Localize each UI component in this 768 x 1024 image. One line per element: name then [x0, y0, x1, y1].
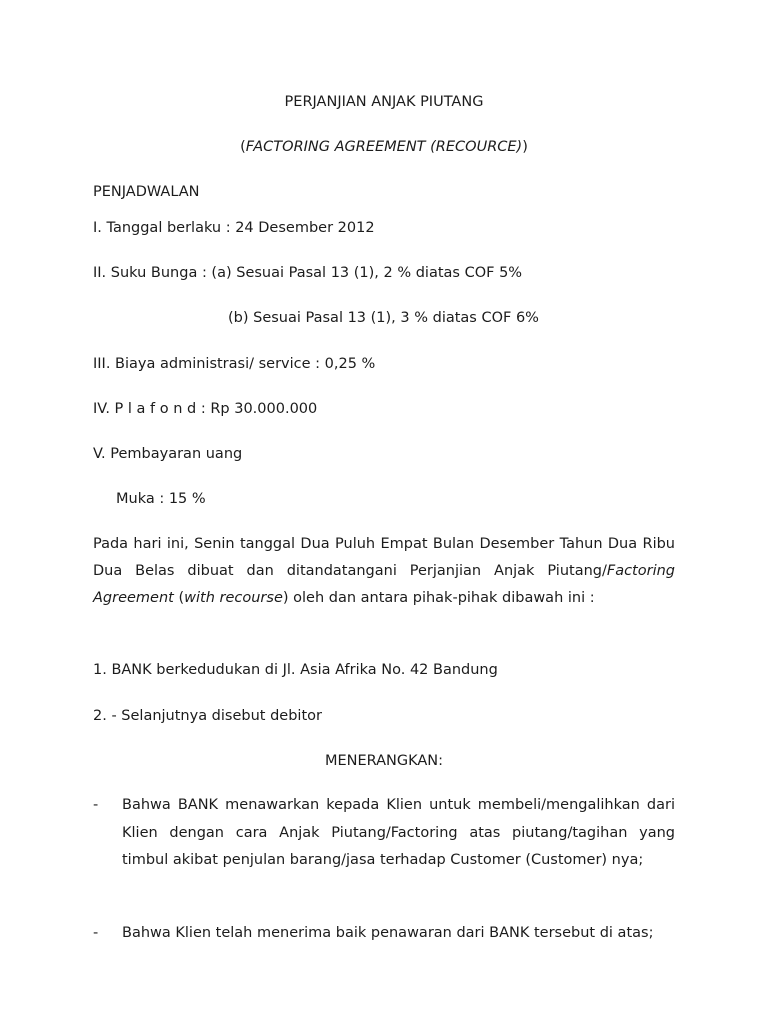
party-1: 1. BANK berkedudukan di Jl. Asia Afrika No. 42 Bandung — [93, 662, 498, 678]
document-subtitle — [0, 137, 768, 157]
menerangkan-heading: MENERANGKAN: — [324, 753, 444, 769]
intro-italic1: Factoring Agreement — [93, 563, 675, 606]
schedule-muka: Muka : 15 % — [116, 491, 206, 507]
intro-italic2: with recourse — [184, 590, 283, 606]
clause-1-dash: - — [93, 797, 99, 813]
document-title: PERJANJIAN ANJAK PIUTANG — [284, 94, 484, 110]
subtitle-close-paren: ) — [522, 139, 528, 155]
schedule-plafond: IV. P l a f o n d : Rp 30.000.000 — [93, 401, 318, 417]
subtitle-italic: FACTORING AGREEMENT (RECOURCE) — [245, 139, 523, 155]
intro-paragraph — [93, 531, 675, 612]
clause-1-text: Bahwa BANK menawarkan kepada Klien untuk membeli/mengalihkan dari Klien dengan cara Anjak Piutang/Factoring atas piutang/tagihan yang timbul akibat penjulan barang/jasa terhadap Customer (Customer) nya; — [122, 797, 675, 868]
intro-part3: ) oleh dan antara pihak-pihak dibawah ini : — [282, 590, 595, 606]
clause-2-text: Bahwa Klien telah menerima baik penawaran dari BANK tersebut di atas; — [122, 925, 654, 941]
schedule-biaya: III. Biaya administrasi/ service : 0,25 % — [93, 356, 376, 372]
schedule-suku-bunga-b: (b) Sesuai Pasal 13 (1), 3 % diatas COF 6% — [228, 310, 539, 326]
intro-part1: Pada hari ini, Senin tanggal Dua Puluh Empat Bulan Desember Tahun Dua Ribu Dua Belas dibuat dan ditandatangani Perjanjian Anjak Piutang/ — [93, 536, 675, 579]
subtitle-open-paren: ( — [240, 139, 246, 155]
schedule-pembayaran: V. Pembayaran uang — [93, 446, 243, 462]
schedule-tanggal: I. Tanggal berlaku : 24 Desember 2012 — [93, 220, 375, 236]
intro-part2: ( — [173, 590, 185, 606]
clause-2-dash: - — [93, 925, 99, 941]
schedule-suku-bunga-a: II. Suku Bunga : (a) Sesuai Pasal 13 (1), 2 % diatas COF 5% — [93, 265, 523, 281]
party-2: 2. - Selanjutnya disebut debitor — [93, 708, 322, 724]
schedule-heading: PENJADWALAN — [93, 184, 200, 200]
